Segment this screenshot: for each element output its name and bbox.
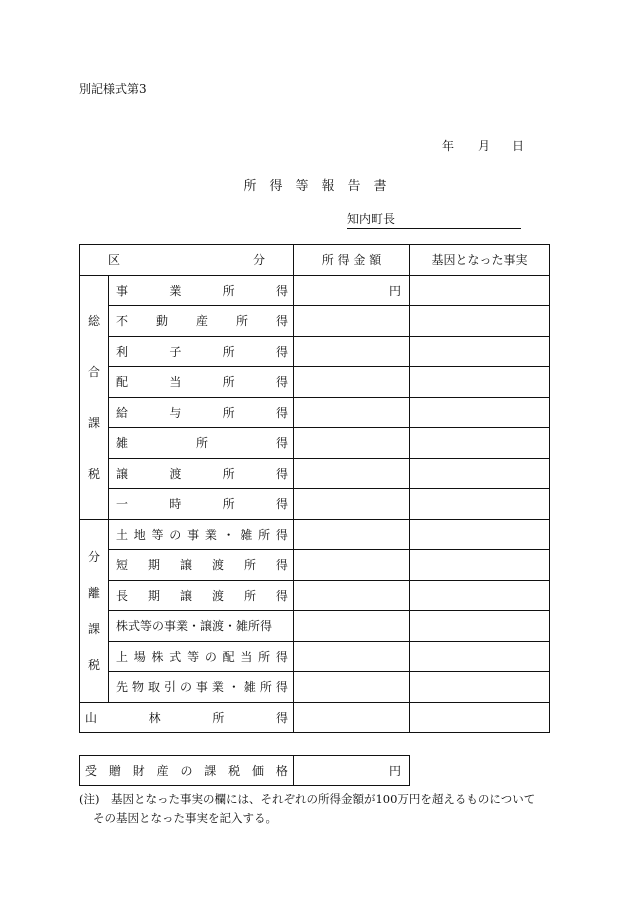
- group-label-char: 課: [87, 416, 100, 430]
- table-row: [80, 306, 550, 337]
- income-type-cell: [109, 306, 294, 337]
- table-row: [80, 641, 550, 672]
- table-row: [80, 397, 550, 428]
- label-char: 給: [116, 405, 129, 420]
- label-char: 土: [116, 527, 129, 542]
- label-char: 得: [275, 314, 288, 329]
- yen-unit: 円: [388, 764, 401, 778]
- label-char: 区: [108, 253, 121, 268]
- label-char: 式: [169, 649, 182, 664]
- group-label-char: 合: [87, 365, 100, 379]
- income-type-cell: [109, 519, 294, 550]
- header-category-cell: [80, 245, 294, 276]
- header-basis-cell: [410, 245, 550, 276]
- label-char: 所: [222, 344, 235, 359]
- basis-cell[interactable]: [410, 580, 550, 611]
- label-char: の: [169, 527, 182, 542]
- income-type-cell: [109, 275, 294, 306]
- amount-cell[interactable]: [294, 489, 410, 520]
- amount-cell[interactable]: [294, 306, 410, 337]
- label-char: 得: [275, 375, 288, 390]
- label-char: 等: [151, 527, 164, 542]
- basis-cell[interactable]: [410, 306, 550, 337]
- form-code: 別記様式第3: [79, 82, 147, 96]
- income-type-label: [109, 495, 293, 512]
- label-char: 期: [147, 588, 160, 603]
- income-type-cell: [109, 672, 294, 703]
- income-type-label: [109, 678, 293, 695]
- amount-cell[interactable]: [294, 458, 410, 489]
- label-char: 譲: [179, 558, 192, 573]
- table-row: [80, 336, 550, 367]
- label-char: 上: [116, 649, 129, 664]
- group-label-char: 税: [87, 657, 100, 672]
- label-char: 格: [275, 764, 288, 778]
- label-char: 雑: [116, 436, 129, 451]
- label-char: 得: [275, 527, 288, 542]
- label-char: 株式等の事業・譲渡・雑所得: [116, 619, 273, 634]
- income-type-label: [109, 465, 293, 482]
- label-char: 得: [275, 283, 288, 298]
- table-row: [80, 275, 550, 306]
- label-char: 雑: [243, 680, 256, 695]
- label-char: 税: [228, 764, 241, 778]
- basis-cell[interactable]: [410, 611, 550, 642]
- label-char: 所: [258, 527, 271, 542]
- forest-income-label: [80, 709, 293, 726]
- income-type-label: [109, 373, 293, 390]
- page-title: 所 得 等 報 告 書: [243, 179, 387, 194]
- label-char: 時: [169, 497, 182, 512]
- label-char: 取: [147, 680, 160, 695]
- income-type-label: [109, 312, 293, 329]
- income-type-label: [109, 434, 293, 451]
- bunri-kazei-group-label: [80, 539, 108, 682]
- yen-unit: 円: [388, 283, 401, 298]
- label-char: 場: [133, 649, 146, 664]
- income-table: [79, 244, 550, 733]
- label-char: 物: [131, 680, 144, 695]
- income-type-cell: [109, 489, 294, 520]
- label-char: 所: [222, 497, 235, 512]
- income-type-label: [109, 404, 293, 421]
- group-label-char: 税: [87, 467, 100, 481]
- label-char: 課: [204, 764, 217, 778]
- addressee-field[interactable]: [347, 210, 521, 229]
- label-char: 渡: [211, 588, 224, 603]
- label-char: 得: [275, 405, 288, 420]
- income-type-cell: [109, 641, 294, 672]
- label-char: 子: [169, 344, 182, 359]
- label-char: 林: [148, 710, 161, 725]
- label-char: 配: [116, 375, 129, 390]
- label-char: 期: [147, 558, 160, 573]
- label-char: 先: [116, 680, 129, 695]
- income-type-cell: [109, 397, 294, 428]
- header-amount-cell: [294, 245, 410, 276]
- amount-cell[interactable]: [294, 580, 410, 611]
- label-char: 所: [243, 588, 256, 603]
- addressee-label: 知内町長: [347, 212, 396, 226]
- basis-cell[interactable]: [410, 428, 550, 459]
- label-char: 所: [212, 710, 225, 725]
- basis-cell[interactable]: [410, 672, 550, 703]
- label-char: ・: [227, 680, 240, 695]
- basis-cell[interactable]: [410, 550, 550, 581]
- table-row: [80, 519, 550, 550]
- label-char: 所: [195, 436, 208, 451]
- footnote: [79, 790, 535, 828]
- gift-amount-cell[interactable]: [294, 756, 410, 786]
- header-amount-label: 所 得 金 額: [321, 253, 382, 268]
- label-char: 産: [195, 314, 208, 329]
- amount-cell[interactable]: [294, 367, 410, 398]
- label-char: 事: [116, 283, 129, 298]
- label-char: 財: [132, 764, 145, 778]
- label-char: の: [180, 764, 193, 778]
- gift-table: [79, 755, 410, 786]
- label-char: 得: [275, 680, 288, 695]
- date-day-label: 日: [512, 139, 525, 153]
- income-type-cell: [109, 428, 294, 459]
- table-row: [80, 489, 550, 520]
- header-row: [80, 245, 550, 276]
- label-char: 譲: [179, 588, 192, 603]
- group-label-char: 総: [87, 314, 100, 328]
- basis-cell[interactable]: [410, 519, 550, 550]
- income-type-label: [109, 617, 293, 634]
- income-type-label: [109, 343, 293, 360]
- basis-cell[interactable]: [410, 458, 550, 489]
- amount-cell[interactable]: [294, 672, 410, 703]
- label-char: 短: [116, 558, 129, 573]
- note-line-1: 基因となった事実の欄には、それぞれの所得金額が100万円を超えるものについて: [110, 792, 536, 806]
- income-type-label: [109, 648, 293, 665]
- label-char: 得: [275, 344, 288, 359]
- label-char: 業: [211, 680, 224, 695]
- label-char: 所: [222, 405, 235, 420]
- label-char: 等: [187, 649, 200, 664]
- basis-cell[interactable]: [410, 367, 550, 398]
- label-char: 不: [116, 314, 129, 329]
- header-basis-label: 基因となった事実: [431, 253, 528, 268]
- label-char: の: [179, 680, 192, 695]
- table-row: [80, 550, 550, 581]
- label-char: ・: [222, 527, 235, 542]
- amount-cell[interactable]: [294, 702, 410, 733]
- label-char: の: [204, 649, 217, 664]
- note-prefix: (注): [79, 792, 100, 806]
- label-char: 株: [151, 649, 164, 664]
- table-row: [80, 702, 550, 733]
- income-type-cell: [109, 580, 294, 611]
- amount-cell[interactable]: [294, 336, 410, 367]
- basis-cell[interactable]: [410, 336, 550, 367]
- basis-cell[interactable]: [410, 641, 550, 672]
- table-row: [80, 611, 550, 642]
- label-char: 所: [235, 314, 248, 329]
- income-type-cell: [109, 336, 294, 367]
- label-char: 一: [116, 497, 129, 512]
- label-char: 譲: [116, 466, 129, 481]
- label-char: 得: [275, 649, 288, 664]
- label-char: 得: [275, 558, 288, 573]
- income-type-label: [109, 526, 293, 543]
- date-month-label: 月: [478, 139, 491, 153]
- label-char: 当: [169, 375, 182, 390]
- amount-cell[interactable]: [294, 641, 410, 672]
- table-row: [80, 367, 550, 398]
- amount-cell[interactable]: [294, 275, 410, 306]
- label-char: 価: [252, 764, 265, 778]
- label-char: 業: [204, 527, 217, 542]
- table-row: [80, 672, 550, 703]
- label-char: 事: [195, 680, 208, 695]
- gift-label-cell: [80, 756, 294, 786]
- label-char: 渡: [169, 466, 182, 481]
- basis-cell[interactable]: [410, 275, 550, 306]
- label-char: 贈: [108, 764, 121, 778]
- label-char: 得: [275, 466, 288, 481]
- gift-row: [80, 756, 410, 786]
- label-char: 所: [222, 375, 235, 390]
- label-char: 雑: [240, 527, 253, 542]
- income-type-cell: [109, 611, 294, 642]
- label-char: 所: [258, 649, 271, 664]
- basis-cell[interactable]: [410, 397, 550, 428]
- label-char: 渡: [211, 558, 224, 573]
- table-row: [80, 428, 550, 459]
- income-type-label: [109, 556, 293, 573]
- label-char: 得: [275, 497, 288, 512]
- label-char: 業: [169, 283, 182, 298]
- label-char: 分: [252, 253, 265, 268]
- amount-cell[interactable]: [294, 611, 410, 642]
- sogo-kazei-group-label: [80, 295, 108, 499]
- label-char: 引: [163, 680, 176, 695]
- label-char: 得: [275, 588, 288, 603]
- label-char: 得: [275, 436, 288, 451]
- label-char: 事: [187, 527, 200, 542]
- basis-cell[interactable]: [410, 489, 550, 520]
- label-char: 長: [116, 588, 129, 603]
- group-label-char: 分: [87, 550, 100, 565]
- label-char: 山: [85, 710, 98, 725]
- table-row: [80, 580, 550, 611]
- amount-cell[interactable]: [294, 519, 410, 550]
- sogo-kazei-group-cell: [80, 275, 109, 519]
- bunri-kazei-group-cell: [80, 519, 109, 702]
- label-char: 配: [222, 649, 235, 664]
- income-type-cell: [109, 458, 294, 489]
- label-char: 動: [155, 314, 168, 329]
- label-char: 利: [116, 344, 129, 359]
- header-category-label: [80, 251, 293, 268]
- label-char: 得: [275, 710, 288, 725]
- amount-cell[interactable]: [294, 397, 410, 428]
- amount-cell[interactable]: [294, 550, 410, 581]
- date-year-label: 年: [442, 139, 455, 153]
- income-type-label: [109, 587, 293, 604]
- group-label-char: 離: [87, 586, 100, 601]
- label-char: 当: [240, 649, 253, 664]
- label-char: 所: [259, 680, 272, 695]
- income-type-cell: [109, 550, 294, 581]
- basis-cell[interactable]: [410, 702, 550, 733]
- table-row: [80, 458, 550, 489]
- label-char: 所: [243, 558, 256, 573]
- label-char: 産: [156, 764, 169, 778]
- label-char: 所: [222, 283, 235, 298]
- label-char: 受: [85, 764, 98, 778]
- note-line-2: その基因となった事実を記入する。: [93, 811, 277, 825]
- gift-label: [80, 762, 293, 779]
- label-char: 所: [222, 466, 235, 481]
- label-char: 与: [169, 405, 182, 420]
- income-type-label: [109, 282, 293, 299]
- label-char: 地: [133, 527, 146, 542]
- group-label-char: 課: [87, 621, 100, 636]
- amount-cell[interactable]: [294, 428, 410, 459]
- forest-income-cell: [80, 702, 294, 733]
- income-type-cell: [109, 367, 294, 398]
